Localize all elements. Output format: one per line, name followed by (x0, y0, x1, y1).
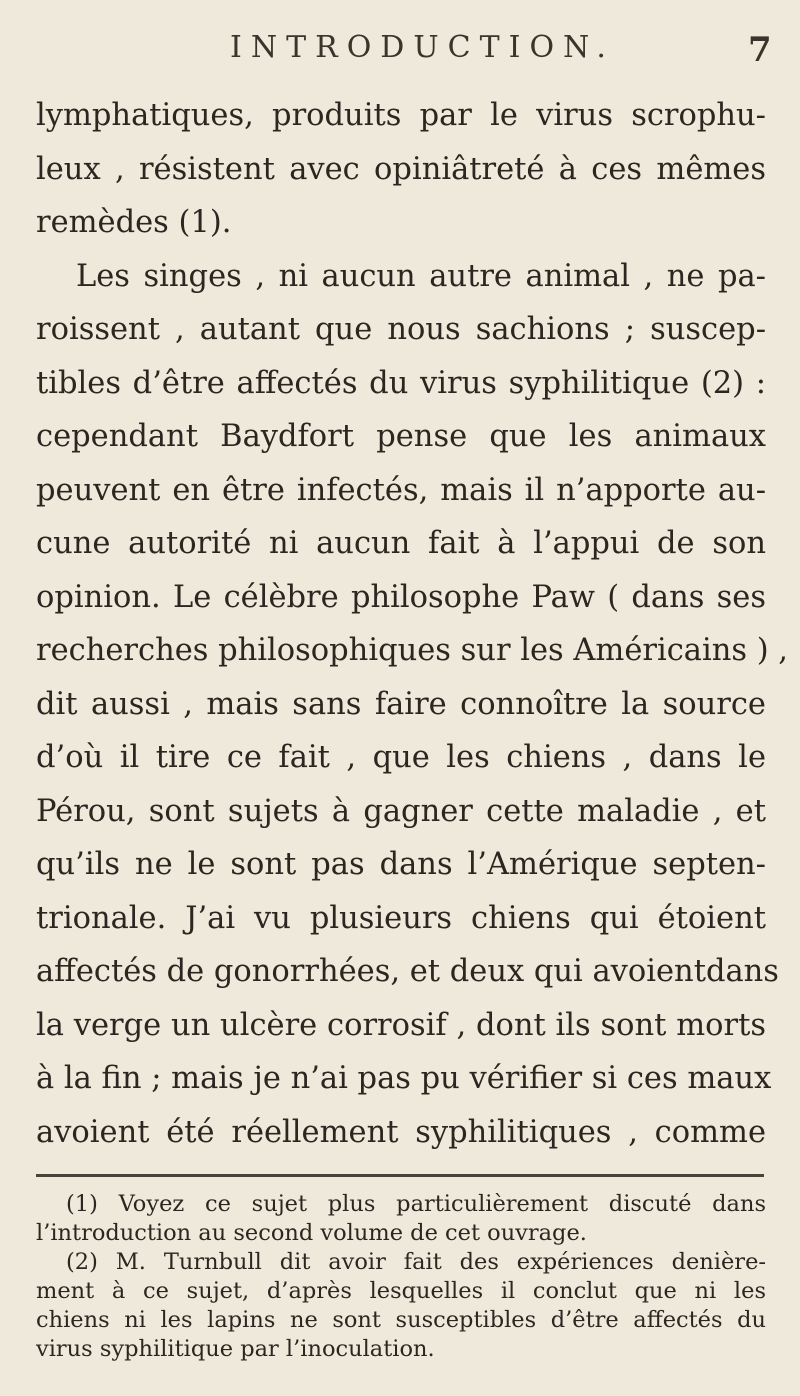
body-line: remèdes (1). (36, 205, 232, 240)
body-line: trionale. J’ai vu plusieurs chiens qui étoient (36, 901, 766, 936)
footnote-line: l’introduction au second volume de cet ouvrage. (36, 1220, 587, 1246)
body-line: qu’ils ne le sont pas dans l’Amérique septen- (36, 847, 766, 882)
body-line: la verge un ulcère corrosif , dont ils sont morts (36, 1008, 766, 1043)
body-line: lymphatiques, produits par le virus scrophu- (36, 98, 766, 133)
body-line: roissent , autant que nous sachions ; suscep- (36, 312, 766, 347)
body-line: dit aussi , mais sans faire connoître la source (36, 687, 766, 722)
footnote-line: ment à ce sujet, d’après lesquelles il conclut que ni les (36, 1278, 766, 1304)
body-line: peuvent en être infectés, mais il n’apporte au- (36, 473, 766, 508)
body-line: leux , résistent avec opiniâtreté à ces mêmes (36, 152, 766, 187)
body-line: opinion. Le célèbre philosophe Paw ( dans ses (36, 580, 766, 615)
footnote-line: virus syphilitique par l’inoculation. (36, 1336, 435, 1362)
body-line: cependant Baydfort pense que les animaux (36, 419, 766, 454)
body-line: d’où il tire ce fait , que les chiens , dans le (36, 740, 766, 775)
body-line: Pérou, sont sujets à gagner cette maladie , et (36, 794, 766, 829)
body-line: avoient été réellement syphilitiques , comme (36, 1115, 766, 1150)
page-number: 7 (748, 30, 772, 70)
running-head-title: INTRODUCTION. (230, 30, 615, 65)
body-line: tibles d’être affectés du virus syphilitique (2) : (36, 366, 766, 401)
body-line: Les singes , ni aucun autre animal , ne pa- (76, 259, 766, 294)
body-line: affectés de gonorrhées, et deux qui avoientdans (36, 954, 779, 989)
footnote-line: chiens ni les lapins ne sont susceptibles d’être affectés du (36, 1307, 766, 1333)
running-head (0, 30, 800, 70)
body-line: cune autorité ni aucun fait à l’appui de son (36, 526, 766, 561)
body-line: à la fin ; mais je n’ai pas pu vérifier si ces maux (36, 1061, 772, 1096)
footnote-line: (1) Voyez ce sujet plus particulièrement discuté dans (66, 1191, 766, 1217)
body-line: recherches philosophiques sur les Américains ) , (36, 633, 789, 668)
footnote-line: (2) M. Turnbull dit avoir fait des expériences denière- (66, 1249, 766, 1275)
footnote-rule (36, 1174, 764, 1177)
